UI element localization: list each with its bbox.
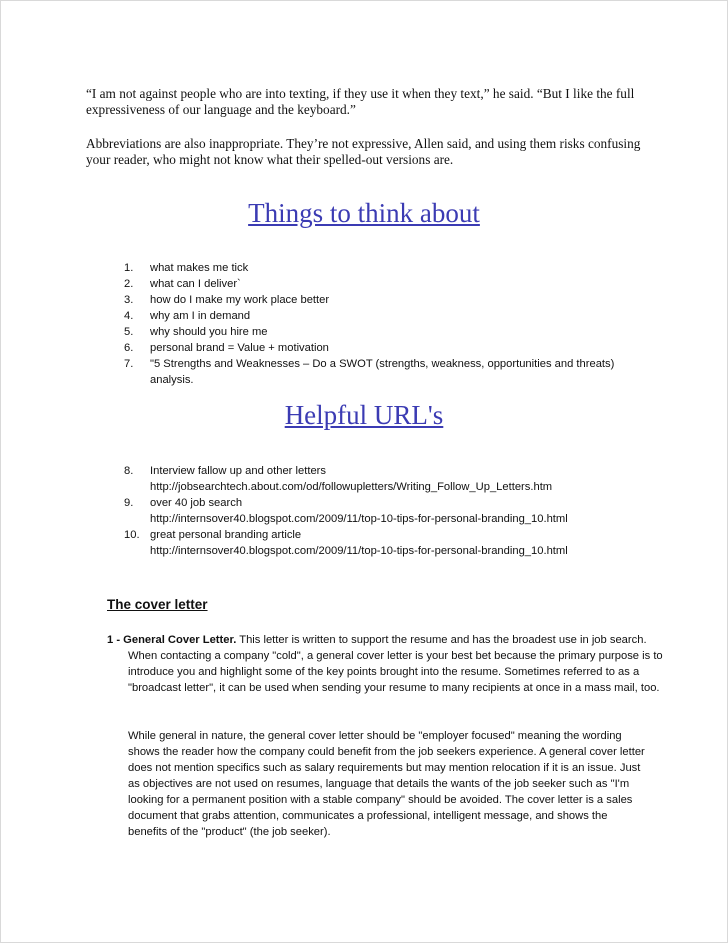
urls-list (124, 463, 664, 559)
url-label: great personal branding article (150, 529, 302, 541)
helpful-urls-heading[interactable]: Helpful URL's (284, 400, 444, 430)
list-item: 4. why am I in demand (124, 310, 251, 322)
cover-letter-title: The cover letter (107, 597, 208, 612)
cover-letter-paragraph-2: While general in nature, the general cover letter should be "employer focused" meaning the wording shows the reader how the company could benefit from the job seekers experience. A general cover letter does not mention specifics such as salary requirements but may mention relocation if it is an issue. Just as objectives are not used on resumes, language that details the wants of the job seeker such as "I'm looking for a permanent position with a stable company" should be avoided. The cover letter is a sales document that grabs attention, communicates a professional, intelligent message, and shows the benefits of the "product" (the job seeker). (128, 730, 645, 838)
list-item: 10. great personal branding article http://internsover40.blogspot.com/2009/11/top-10-tips-for-personal-branding_10.html (124, 527, 664, 559)
url-link[interactable]: http://jobsearchtech.about.com/od/followupletters/Writing_Follow_Up_Letters.htm (150, 481, 553, 493)
list-item: 8. Interview fallow up and other letters http://jobsearchtech.about.com/od/followupletters/Writing_Follow_Up_Letters.htm (124, 463, 664, 495)
abbreviations-paragraph: Abbreviations are also inappropriate. They’re not expressive, Allen said, and using them risks confusing your reader, who might not know what their spelled-out versions are. (86, 136, 641, 167)
list-item: 7. "5 Strengths and Weaknesses – Do a SWOT (strengths, weakness, opportunities and threats) analysis. (124, 358, 615, 386)
list-item: 2. what can I deliver` (124, 278, 241, 290)
url-label: Interview fallow up and other letters (150, 465, 326, 477)
list-item: 1. what makes me tick (124, 262, 249, 274)
things-to-think-about-heading[interactable]: Things to think about (248, 198, 480, 228)
url-label: over 40 job search (150, 497, 243, 509)
list-item: 5. why should you hire me (124, 326, 268, 338)
url-link[interactable]: http://internsover40.blogspot.com/2009/11/top-10-tips-for-personal-branding_10.html (150, 513, 568, 525)
general-cover-letter-lead: 1 - General Cover Letter. (107, 634, 237, 646)
list-item: 9. over 40 job search http://internsover40.blogspot.com/2009/11/top-10-tips-for-personal-branding_10.html (124, 495, 664, 527)
things-list (124, 260, 654, 388)
list-item: 3. how do I make my work place better (124, 294, 330, 306)
url-link[interactable]: http://internsover40.blogspot.com/2009/11/top-10-tips-for-personal-branding_10.html (150, 545, 568, 557)
quote-paragraph: “I am not against people who are into texting, if they use it when they text,” he said. “But I like the full expressiveness of our language and the keyboard.” (86, 86, 635, 117)
general-cover-letter-paragraph (107, 632, 668, 696)
general-cover-letter-text: This letter is written to support the resume and has the broadest use in job search. When contacting a company "cold", a general cover letter is your best bet because the primary purpose is to introduce you and highlight some of the key points brought into the resume. Sometimes referred to as a "broadcast letter", it can be used when sending your resume to many recipients at once in a mass mail, too. (128, 634, 663, 694)
list-item: 6. personal brand = Value + motivation (124, 342, 329, 354)
